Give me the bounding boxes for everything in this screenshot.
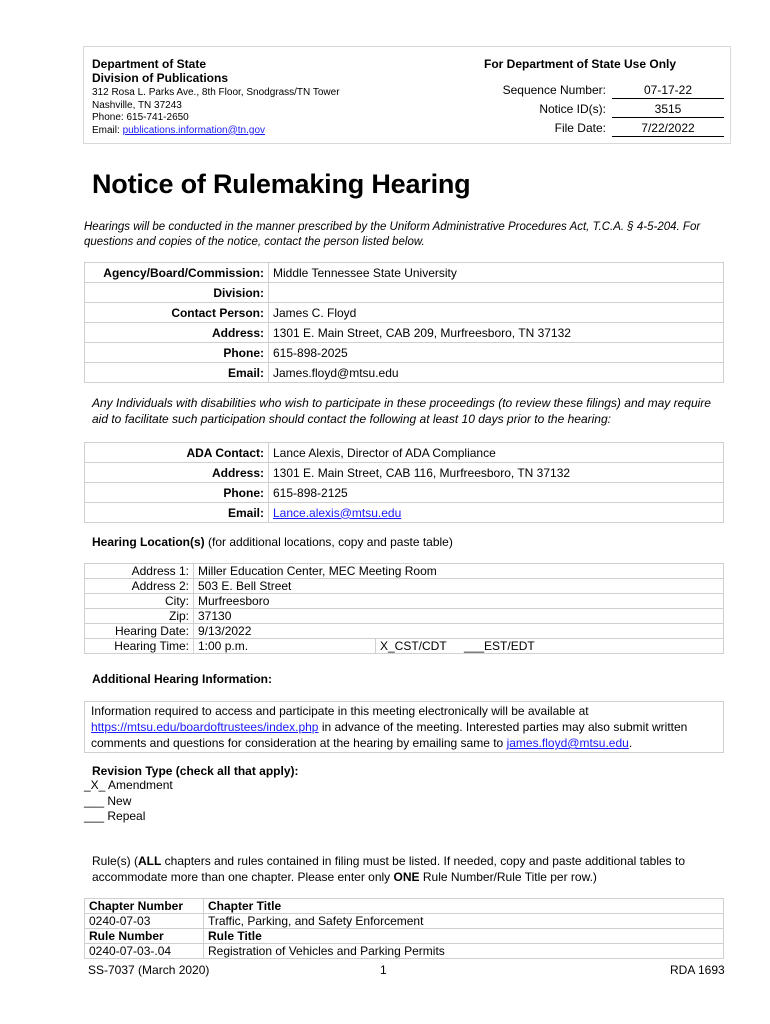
department-phone: Phone: 615-741-2650 xyxy=(92,112,189,123)
email-value[interactable]: James.floyd@mtsu.edu xyxy=(269,363,724,383)
chapter-title-header: Chapter Title xyxy=(204,899,724,914)
agency-row xyxy=(85,263,724,283)
ada-phone-label: Phone: xyxy=(85,483,269,503)
hearing-location-title xyxy=(92,535,453,549)
rules-text-all: ALL xyxy=(138,854,162,868)
department-address xyxy=(92,87,340,137)
page-number: 1 xyxy=(380,963,387,977)
hearing-location-bold: Hearing Location(s) xyxy=(92,535,205,549)
phone-label: Phone: xyxy=(85,343,269,363)
rule-title-header: Rule Title xyxy=(204,929,724,944)
address-value[interactable]: 1301 E. Main Street, CAB 209, Murfreesboro, TN 37132 xyxy=(269,323,724,343)
file-date-value[interactable]: 7/22/2022 xyxy=(612,121,724,137)
additional-info-text3: . xyxy=(628,736,633,750)
division-row xyxy=(85,283,724,303)
floyd-email-link[interactable]: james.floyd@mtsu.edu xyxy=(506,736,629,750)
hearing-time-value[interactable]: 1:00 p.m. xyxy=(194,639,376,654)
division-label: Division: xyxy=(85,283,269,303)
address-row xyxy=(85,323,724,343)
table-row xyxy=(85,899,724,914)
intro-text: Hearings will be conducted in the manner prescribed by the Uniform Administrative Procedures Act, T.C.A. § 4-5-204. For questions and copies of the notice, contact the person listed below. xyxy=(84,221,701,248)
address-label: Address: xyxy=(85,323,269,343)
ada-contact-value[interactable]: Lance Alexis, Director of ADA Compliance xyxy=(269,443,724,463)
rules-text-e: Rule Number/Rule Title per row.) xyxy=(419,870,597,884)
rules-instructions xyxy=(92,853,732,885)
rules-text-one: ONE xyxy=(393,870,420,884)
phone-row xyxy=(85,343,724,363)
additional-info-text1: Information required to access and participate in this meeting electronically will be available at xyxy=(91,704,589,718)
chapter-number-value[interactable]: 0240-07-03 xyxy=(85,914,204,929)
hearing-date-label: Hearing Date: xyxy=(85,624,194,639)
location-address1-value[interactable]: Miller Education Center, MEC Meeting Room xyxy=(194,564,724,579)
additional-info-title: Additional Hearing Information: xyxy=(92,672,272,686)
sequence-value[interactable]: 07-17-22 xyxy=(612,83,724,99)
table-row xyxy=(85,944,724,959)
table-row xyxy=(85,929,724,944)
dept-line2: Division of Publications xyxy=(92,71,229,85)
address-line1: 312 Rosa L. Parks Ave., 8th Floor, Snodgrass/TN Tower xyxy=(92,87,340,98)
table-row xyxy=(85,914,724,929)
cst-option[interactable]: X_CST/CDT xyxy=(376,639,461,654)
phone-value[interactable]: 615-898-2025 xyxy=(269,343,724,363)
revision-amendment[interactable]: _X_ Amendment xyxy=(84,778,173,792)
contact-row xyxy=(85,303,724,323)
file-date-row xyxy=(464,121,724,137)
chapter-number-header: Chapter Number xyxy=(85,899,204,914)
location-city-label: City: xyxy=(85,594,194,609)
rules-text-c: chapters and rules contained in filing must be listed. If needed, copy and paste additional tables to accommodate more than one chapter. Please enter only xyxy=(92,854,686,884)
agency-label: Agency/Board/Commission: xyxy=(85,263,269,283)
notice-label: Notice ID(s): xyxy=(539,102,606,116)
location-address2-label: Address 2: xyxy=(85,579,194,594)
est-option[interactable]: ___EST/EDT xyxy=(460,639,724,654)
hearing-date-value[interactable]: 9/13/2022 xyxy=(194,624,724,639)
contact-value[interactable]: James C. Floyd xyxy=(269,303,724,323)
ada-phone-row xyxy=(85,483,724,503)
rule-number-header: Rule Number xyxy=(85,929,204,944)
department-email-link[interactable]: publications.information@tn.gov xyxy=(122,124,266,136)
department-email xyxy=(92,125,340,138)
dept-line1: Department of State xyxy=(92,57,207,71)
hearing-time-label: Hearing Time: xyxy=(85,639,194,654)
hearing-location-table xyxy=(84,563,724,654)
location-address1-label: Address 1: xyxy=(85,564,194,579)
rules-table xyxy=(84,898,724,959)
hearing-location-note: (for additional locations, copy and paste table) xyxy=(204,535,453,549)
ada-contact-label: ADA Contact: xyxy=(85,443,269,463)
email-row xyxy=(85,363,724,383)
notice-row xyxy=(464,102,724,118)
ada-address-row xyxy=(85,463,724,483)
address-line2: Nashville, TN 37243 xyxy=(92,99,182,111)
page-title: Notice of Rulemaking Hearing xyxy=(92,169,471,199)
rule-number-value[interactable]: 0240-07-03-.04 xyxy=(85,944,204,959)
email-label: Email: xyxy=(85,363,269,383)
ada-address-value[interactable]: 1301 E. Main Street, CAB 116, Murfreesboro, TN 37132 xyxy=(269,463,724,483)
agency-value[interactable]: Middle Tennessee State University xyxy=(269,263,724,283)
location-zip-label: Zip: xyxy=(85,609,194,624)
sequence-row xyxy=(464,83,724,99)
sequence-label: Sequence Number: xyxy=(502,83,606,97)
form-number: SS-7037 (March 2020) xyxy=(88,963,210,977)
revision-repeal[interactable]: ___ Repeal xyxy=(84,809,146,823)
ada-table xyxy=(84,442,724,523)
email-label: Email: xyxy=(92,124,123,136)
board-link[interactable]: https://mtsu.edu/boardoftrustees/index.php xyxy=(91,720,319,734)
location-address2-value[interactable]: 503 E. Bell Street xyxy=(194,579,724,594)
agency-table xyxy=(84,262,724,383)
rule-title-value[interactable]: Registration of Vehicles and Parking Permits xyxy=(204,944,724,959)
rules-text-a: Rule(s) ( xyxy=(92,854,139,868)
location-row xyxy=(85,609,724,624)
header-box xyxy=(83,46,731,144)
ada-phone-value[interactable]: 615-898-2125 xyxy=(269,483,724,503)
ada-email-row xyxy=(85,503,724,523)
location-row xyxy=(85,624,724,639)
department-name xyxy=(92,57,228,85)
division-value[interactable] xyxy=(269,283,724,303)
chapter-title-value[interactable]: Traffic, Parking, and Safety Enforcement xyxy=(204,914,724,929)
rda-number: RDA 1693 xyxy=(670,963,725,977)
ada-contact-row xyxy=(85,443,724,463)
location-row xyxy=(85,579,724,594)
revision-new[interactable]: ___ New xyxy=(84,794,132,808)
use-only-heading: For Department of State Use Only xyxy=(484,57,677,71)
location-row xyxy=(85,639,724,654)
location-row xyxy=(85,564,724,579)
revision-type-title: Revision Type (check all that apply): xyxy=(92,764,299,778)
additional-info-text2: in advance of the meeting. Interested parties may also submit written comments and questions for consideration at the hearing by emailing same to xyxy=(91,720,688,750)
location-row xyxy=(85,594,724,609)
ada-email-link[interactable]: Lance.alexis@mtsu.edu xyxy=(269,503,724,523)
disability-text: Any Individuals with disabilities who wish to participate in these proceedings (to review these filings) and may require aid to facilitate such participation should contact the following at least 10 days prior to the hearing: xyxy=(92,396,711,426)
contact-label: Contact Person: xyxy=(85,303,269,323)
ada-address-label: Address: xyxy=(85,463,269,483)
location-zip-value[interactable]: 37130 xyxy=(194,609,724,624)
ada-email-label: Email: xyxy=(85,503,269,523)
file-date-label: File Date: xyxy=(554,121,606,135)
notice-value[interactable]: 3515 xyxy=(612,102,724,118)
location-city-value[interactable]: Murfreesboro xyxy=(194,594,724,609)
additional-info-box xyxy=(84,701,724,753)
